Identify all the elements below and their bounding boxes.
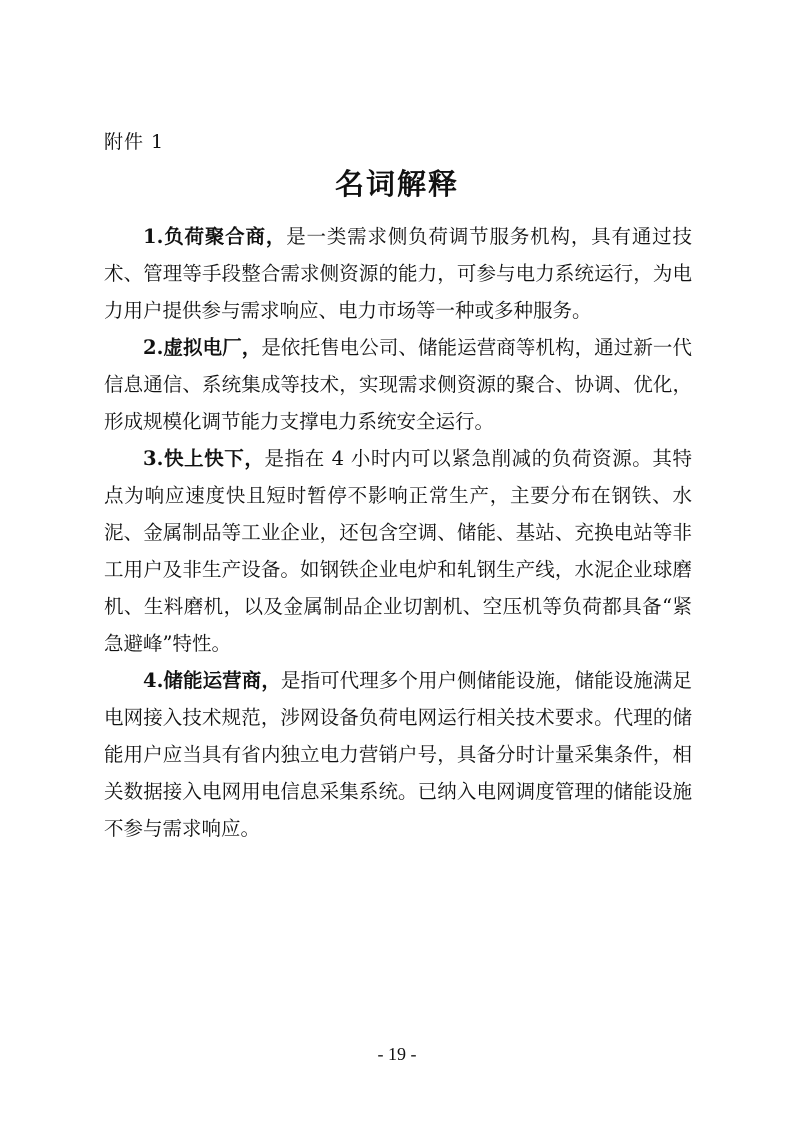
definition-text: 是指在 4 小时内可以紧急削减的负荷资源。其特点为响应速度快且短时暂停不影响正常生产，主要分布在钢铁、水泥、金属制品等工业企业，还包含空调、储能、基站、充换电站等非工用户及非生产设备。如钢铁企业电炉和轧钢生产线，水泥企业球磨机、生料磨机，以及金属制品企业切割机、空压机等负荷都具备“紧急避峰”特性。 — [104, 447, 693, 655]
definition-paragraph-1 — [104, 218, 692, 329]
definition-paragraph-4 — [104, 662, 692, 847]
term-label: 3.快上快下， — [143, 447, 265, 470]
term-label: 4.储能运营商， — [143, 669, 281, 692]
document-title: 名词解释 — [334, 167, 459, 201]
definition-paragraph-3 — [104, 440, 692, 662]
definition-text: 是一类需求侧负荷调节服务机构，具有通过技术、管理等手段整合需求侧资源的能力，可参与电力系统运行，为电力用户提供参与需求响应、电力市场等一种或多种服务。 — [104, 225, 692, 322]
document-body — [104, 218, 692, 847]
page-number: - 19 - — [377, 1044, 417, 1064]
definition-text: 是指可代理多个用户侧储能设施，储能设施满足电网接入技术规范，涉网设备负荷电网运行相关技术要求。代理的储能用户应当具有省内独立电力营销户号，具备分时计量采集条件，相关数据接入电网用电信息采集系统。已纳入电网调度管理的储能设施不参与需求响应。 — [104, 669, 692, 840]
attachment-label: 附件 1 — [104, 131, 165, 153]
term-label: 1.负荷聚合商， — [143, 225, 287, 248]
term-label: 2.虚拟电厂， — [143, 336, 262, 359]
definition-text: 是依托售电公司、储能运营商等机构，通过新一代信息通信、系统集成等技术，实现需求侧资源的聚合、协调、优化，形成规模化调节能力支撑电力系统安全运行。 — [104, 336, 692, 433]
definition-paragraph-2 — [104, 329, 692, 440]
